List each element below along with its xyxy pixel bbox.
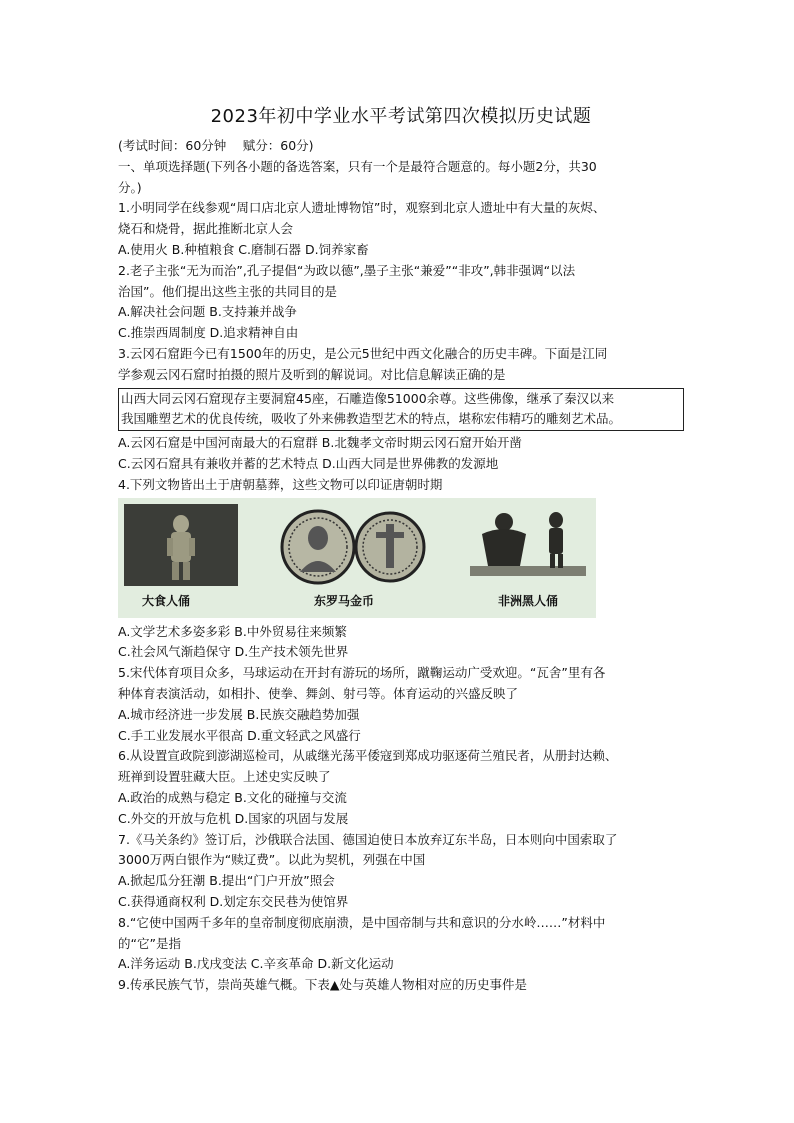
question-2-stem-cont: 治国”。他们提出这些主张的共同目的是 — [118, 283, 337, 299]
section-heading-cont: 分。) — [118, 179, 142, 195]
question-5-stem-cont: 种体育表演活动，如相扑、使拳、舞剑、射弓等。体育运动的兴盛反映了 — [118, 685, 519, 701]
caption-arab-figurine: 大食人俑 — [142, 593, 191, 608]
question-4-options-ab: A.文学艺术多姿多彩 B.中外贸易往来频繁 — [118, 623, 347, 639]
question-2-stem: 2.老子主张“无为而治”,孔子提倡“为政以德”,墨子主张“兼爱”“非攻”,韩非强调“以法 — [118, 262, 576, 278]
question-2-options-cd: C.推崇西周制度 D.追求精神自由 — [118, 325, 299, 341]
material-line-1: 山西大同云冈石窟现存主要洞窟45座，石雕造像51000余尊。这些佛像，继承了秦汉以来 — [121, 390, 615, 406]
question-3-options-cd: C.云冈石窟具有兼收并蓄的艺术特点 D.山西大同是世界佛教的发源地 — [118, 455, 499, 471]
question-7-stem: 7.《马关条约》签订后，沙俄联合法国、德国迫使日本放弃辽东半岛，日本则向中国索取了 — [118, 831, 618, 847]
caption-byzantine-coin: 东罗马金币 — [314, 593, 375, 608]
question-6-options-ab: A.政治的成熟与稳定 B.文化的碰撞与交流 — [118, 789, 347, 805]
question-5-stem: 5.宋代体育项目众多，马球运动在开封有游玩的场所，蹴鞠运动广受欢迎。“瓦舍”里有各 — [118, 665, 606, 681]
question-1-stem-cont: 烧石和烧骨，据此推断北京人会 — [118, 221, 294, 237]
exam-info: (考试时间：60分钟 赋分：60分) — [118, 138, 314, 153]
caption-african-figurine: 非洲黑人俑 — [498, 593, 559, 608]
exam-page — [118, 100, 684, 996]
question-9-stem: 9.传承民族气节，崇尚英雄气概。下表▲处与英雄人物相对应的历史事件是 — [118, 977, 528, 993]
question-7-options-cd: C.获得通商权利 D.划定东交民巷为使馆界 — [118, 893, 349, 909]
question-8-stem: 8.“它使中国两千多年的皇帝制度彻底崩溃，是中国帝制与共和意识的分水岭……”材料中 — [118, 914, 606, 930]
page-title: 2023年初中学业水平考试第四次模拟历史试题 — [210, 106, 592, 127]
question-2-options-ab: A.解决社会问题 B.支持兼并战争 — [118, 304, 297, 320]
byzantine-gold-coin-image — [278, 502, 428, 592]
question-1-options: A.使用火 B.种植粮食 C.磨制石器 D.饲养家畜 — [118, 241, 369, 257]
question-1-stem: 1.小明同学在线参观“周口店北京人遗址博物馆”时，观察到北京人遗址中有大量的灰烬、 — [118, 200, 606, 216]
question-4-stem: 4.下列文物皆出土于唐朝墓葬，这些文物可以印证唐朝时期 — [118, 476, 443, 492]
question-8-stem-cont: 的“它”是指 — [118, 935, 181, 951]
question-3-stem: 3.云冈石窟距今已有1500年的历史，是公元5世纪中西文化融合的历史丰碑。下面是江同 — [118, 345, 608, 361]
question-8-options: A.洋务运动 B.戊戌变法 C.辛亥革命 D.新文化运动 — [118, 956, 394, 972]
question-5-options-cd: C.手工业发展水平很高 D.重文轻武之风盛行 — [118, 727, 361, 743]
material-line-2: 我国雕塑艺术的优良传统，吸收了外来佛教造型艺术的特点，堪称宏伟精巧的雕刻艺术品。 — [121, 411, 622, 427]
section-heading: 一、单项选择题(下列各小题的备选答案，只有一个是最符合题意的。每小题2分，共30 — [118, 158, 597, 174]
arab-figurine-image — [124, 504, 238, 586]
artifact-photos — [118, 498, 596, 618]
question-5-options-ab: A.城市经济进一步发展 B.民族交融趋势加强 — [118, 706, 360, 722]
question-7-stem-cont: 3000万两白银作为“赎辽费”。以此为契机，列强在中国 — [118, 852, 426, 868]
question-7-options-ab: A.掀起瓜分狂潮 B.提出“门户开放”照会 — [118, 873, 335, 889]
question-4-options-cd: C.社会风气渐趋保守 D.生产技术领先世界 — [118, 644, 349, 660]
question-3-stem-cont: 学参观云冈石窟时拍摄的照片及听到的解说词。对比信息解读正确的是 — [118, 366, 506, 382]
question-6-stem: 6.从设置宣政院到澎湖巡检司，从戚继光荡平倭寇到郑成功驱逐荷兰殖民者，从册封达赖、 — [118, 748, 618, 764]
question-3-material-box — [118, 388, 684, 432]
question-3-options-ab: A.云冈石窟是中国河南最大的石窟群 B.北魏孝文帝时期云冈石窟开始开凿 — [118, 435, 522, 451]
question-6-stem-cont: 班禅到设置驻藏大臣。上述史实反映了 — [118, 769, 331, 785]
question-6-options-cd: C.外交的开放与危机 D.国家的巩固与发展 — [118, 810, 349, 826]
african-figurine-image — [470, 504, 586, 588]
